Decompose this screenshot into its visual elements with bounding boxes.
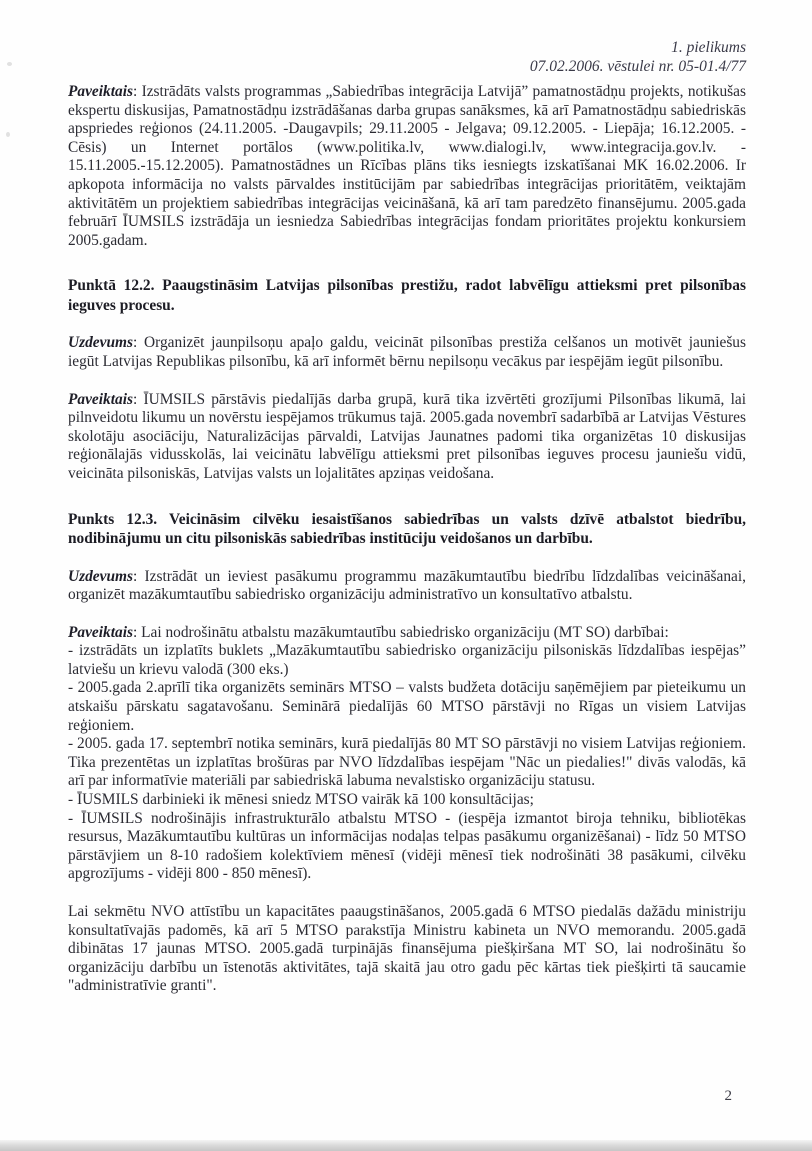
heading-punkts-12-2: Punktā 12.2. Paaugstināsim Latvijas pilsonības prestižu, radot labvēlīgu attieksmi pret pilsonības ieguves procesu. [68, 277, 746, 314]
scan-artifact-speck [6, 132, 10, 137]
paragraph-paveiktais-overview [68, 83, 746, 250]
paragraph-label: Uzdevums [68, 567, 133, 585]
paragraph-label: Uzdevums [68, 334, 133, 352]
list-item-seminars-aprilis: - 2005.gada 2.aprīlī tika organizēts seminārs MTSO – valsts budžeta dotāciju saņēmējiem par pieteikumu un atskaišu pārskatu sagatavošanu. Seminārā piedalījās 60 MTSO pārstāvji no Rīgas un visiem Latvijas reģioniem. [68, 679, 746, 734]
document-header [68, 38, 746, 76]
paragraph-nvo-attistiba: Lai sekmētu NVO attīstību un kapacitātes paaugstināšanos, 2005.gadā 6 MTSO piedalās dažādu ministriju konsultatīvajās padomēs, kā arī 5 MTSO parakstīja Ministru kabineta un NVO memorandu. 2005.gadā dibinātas 17 jaunas MTSO. 2005.gadā turpinājās finansējuma piešķiršana MT SO, lai nodrošinātu šo organizāciju darbību un īstenotās aktivitātes, tajā skaitā jau otro gadu pēc kārtas tiek piešķirti tā saucamie "administratīvie granti". [68, 903, 746, 995]
list-item-buklets: - izstrādāts un izplatīts buklets „Mazākumtautību sabiedrisko organizāciju pilsoniskās līdzdalības iespējas” latviešu un krievu valodā (300 eks.) [68, 642, 746, 678]
paragraph-text: : Izstrādāts valsts programmas „Sabiedrības integrācija Latvijā” pamatnostādņu projekts, notikušas ekspertu diskusijas, Pamatnostādņu izstrādāšanas darba grupas sanāksmes, kā arī Pamatnostādņu sabiedriskās apspriedes reģionos (24.11.2005. -Daugavpils; 29.11.2005 - Jelgava; 09.12.2005. - Liepāja; 16.12.2005. - Cēsis) un Internet portālos (www.politika.lv, www.dialogi.lv, www.integracija.gov.lv. - 15.11.2005.-15.12.2005). Pamatnostādnes un Rīcības plāns tiks iesniegts izskatīšanai MK 16.02.2006. Ir apkopota informācija no valsts pārvaldes institūcijām par sabiedrības integrācijas prioritātēm, veiktajām aktivitātēm un projektiem sabiedrības integrācijas veicināšanā, kā arī tam paredzēto finansējumu. 2005.gada februārī ĪUMSILS izstrādāja un iesniedza Sabiedrības integrācijas fondam prioritātes projektu konkursiem 2005.gadam. [68, 83, 746, 249]
header-annex-line: 1. pielikums [671, 39, 746, 56]
paragraph-text: : Izstrādāt un ieviest pasākumu programmu mazākumtautību biedrību līdzdalības veicināšanai, organizēt mazākumtautību sabiedrisko organizāciju administratīvo un konsultatīvo atbalstu. [68, 567, 746, 604]
list-item-konsultacijas: - ĪUSMILS darbinieki ik mēnesi sniedz MTSO vairāk kā 100 konsultācijas; [68, 791, 534, 809]
paragraph-label: Paveiktais [68, 83, 133, 100]
paragraph-uzdevums-12-3 [68, 568, 746, 605]
header-reference-line: 07.02.2006. vēstulei nr. 05-01.4/77 [529, 58, 746, 75]
paragraph-intro-line [68, 624, 746, 643]
list-item-infrastruktura: - ĪUMSILS nodrošinājis infrastrukturālo atbalstu MTSO - (iespēja izmantot biroja tehniku, bibliotēkas resursus, Mazākumtautību kultūras un informācijas nodaļas telpas pasākumu organizēšanai) - līdz 50 MTSO pārstāvjiem un 8-10 radošiem kolektīviem mēnesī (vidēji mēnesī tiek nodrošināti 38 pasākumi, cilvēku apgrozījums - vidēji 800 - 850 mēnesī). [68, 809, 746, 883]
list-item-seminars-septembris: - 2005. gada 17. septembrī notika seminārs, kurā piedalījās 80 MT SO pārstāvji no visiem Latvijas reģioniem. Tika prezentētas un izplatītas brošūras par NVO līdzdalības iespējam "Nāc un piedalies!" divās valodās, kā arī par informatīvie materiāli par sabiedriskā labuma nevalstisko organizāciju statusu. [68, 735, 746, 790]
paragraph-paveiktais-12-3 [68, 624, 746, 884]
paragraph-uzdevums-12-2 [68, 334, 746, 371]
paragraph-paveiktais-12-2 [68, 391, 746, 484]
scan-artifact-speck [7, 62, 12, 66]
heading-punkts-12-3: Punkts 12.3. Veicināsim cilvēku iesaistīšanos sabiedrības un valsts dzīvē atbalstot biedrību, nodibinājumu un citu pilsoniskās sabiedrības institūciju veidošanos un darbību. [68, 510, 746, 547]
paragraph-text: : Organizēt jaunpilsoņu apaļo galdu, veicināt pilsonības prestiža celšanos un motivēt jauniešus iegūt Latvijas Republikas pilsonību, kā arī informēt bērnu nepilsoņu vecākus par iespējām iegūt pilsonību. [68, 334, 746, 370]
paragraph-label: Paveiktais [68, 390, 133, 408]
paragraph-text: : Lai nodrošinātu atbalstu mazākumtautību sabiedrisko organizāciju (MT SO) darbībai: [132, 623, 669, 641]
page-number: 2 [724, 1088, 732, 1104]
paragraph-label: Paveiktais [68, 623, 133, 641]
scan-edge-shadow [0, 1140, 812, 1151]
paragraph-text: : ĪUMSILS pārstāvis piedalījās darba grupā, kurā tika izvērtēti grozījumi Pilsonības likumā, lai pilnveidotu likumu un novērstu iespējamos trūkumus tajā. 2005.gada novembrī sadarbībā ar Latvijas Vēstures skolotāju asociāciju, Naturalizācijas pārvaldi, Latvijas Jaunatnes padomi tika organizētas 10 diskusijas reģionālajās vidusskolās, lai veicinātu labvēlīgu attieksmi pret pilsonības ieguves procesu jauniešu vidū, veicināta pilsoniskās, Latvijas valsts un lojalitātes apziņas veidošana. [68, 390, 746, 482]
